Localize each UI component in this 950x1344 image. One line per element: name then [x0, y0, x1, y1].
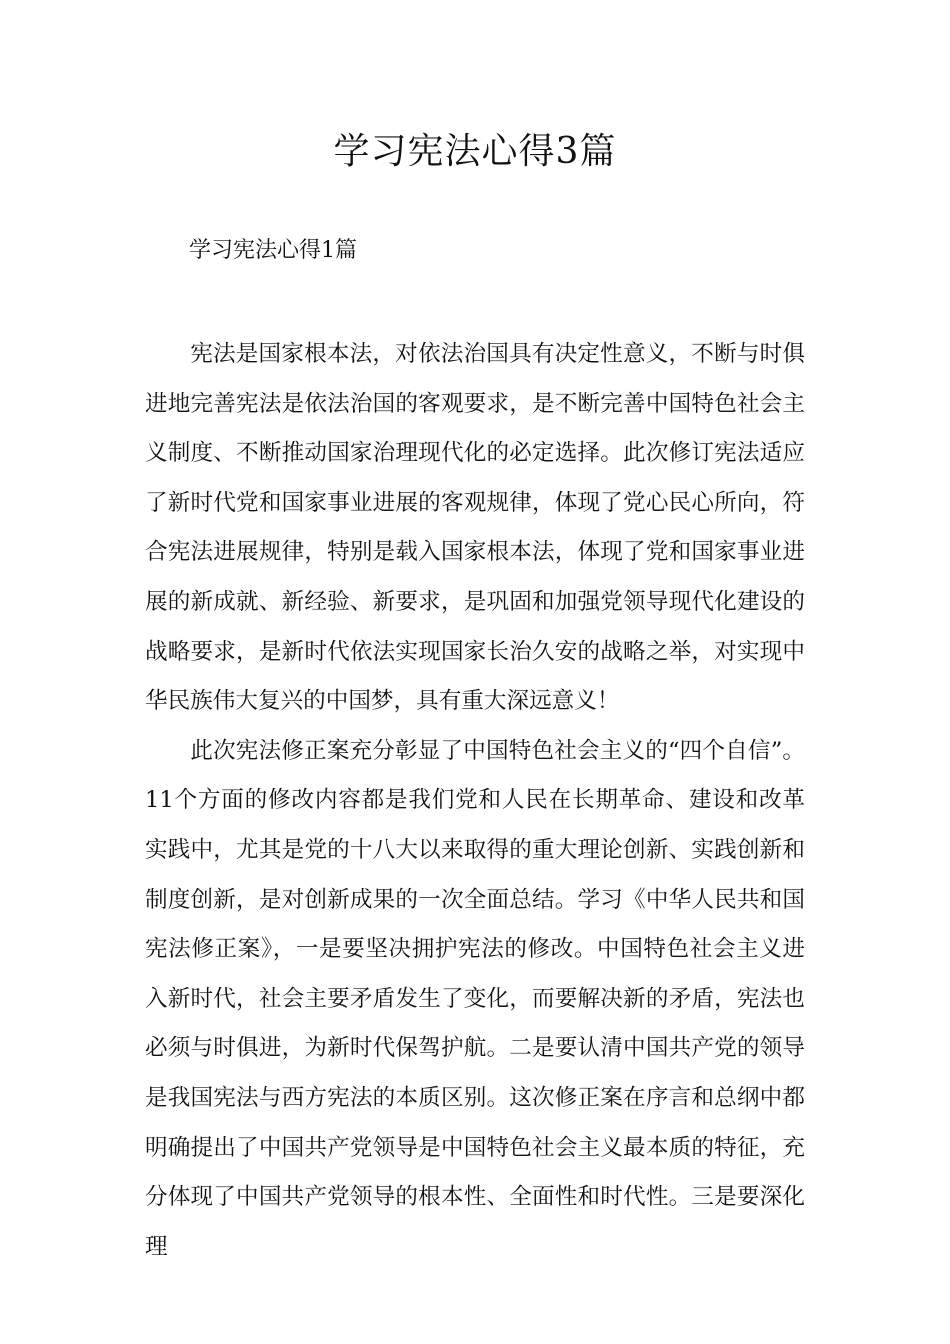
document-body [145, 330, 805, 1272]
paragraph-1: 宪法是国家根本法，对依法治国具有决定性意义，不断与时俱进地完善宪法是依法治国的客观要求，是不断完善中国特色社会主义制度、不断推动国家治理现代化的必定选择。此次修订宪法适应了新时代党和国家事业进展的客观规律，体现了党心民心所向，符合宪法进展规律，特别是载入国家根本法，体现了党和国家事业进展的新成就、新经验、新要求，是巩固和加强党领导现代化建设的战略要求，是新时代依法实现国家长治久安的战略之举，对实现中华民族伟大复兴的中国梦，具有重大深远意义！ [145, 341, 805, 715]
paragraph-2: 此次宪法修正案充分彰显了中国特色社会主义的“四个自信”。11个方面的修改内容都是我们党和人民在长期革命、建设和改革实践中，尤其是党的十八大以来取得的重大理论创新、实践创新和制度创新，是对创新成果的一次全面总结。学习《中华人民共和国宪法修正案》，一是要坚决拥护宪法的修改。中国特色社会主义进入新时代，社会主要矛盾发生了变化，而要解决新的矛盾，宪法也必须与时俱进，为新时代保驾护航。二是要认清中国共产党的领导是我国宪法与西方宪法的本质区别。这次修正案在序言和总纲中都明确提出了中国共产党领导是中国特色社会主义最本质的特征，充分体现了中国共产党领导的根本性、全面性和时代性。三是要深化理 [145, 737, 805, 1260]
document-title: 学习宪法心得3篇 [333, 131, 617, 172]
section-heading: 学习宪法心得1篇 [189, 238, 357, 263]
